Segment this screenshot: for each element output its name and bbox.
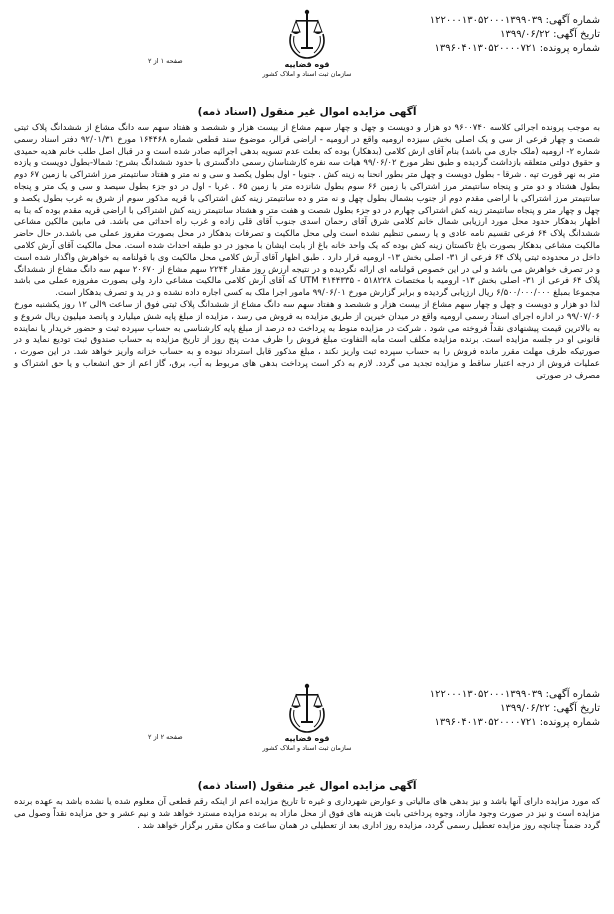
ad-number: شماره آگهی: ۱۲۲۰۰۰۱۳۰۵۲۰۰۰۱۳۹۹۰۳۹ <box>429 15 600 26</box>
notice-body <box>14 797 600 832</box>
case-number: شماره پرونده: ۱۳۹۶۰۴۰۱۳۰۵۲۰۰۰۰۷۲۱ <box>434 717 600 728</box>
case-number: شماره پرونده: ۱۳۹۶۰۴۰۱۳۰۵۲۰۰۰۰۷۲۱ <box>434 43 600 54</box>
page-number: صفحه ۲ از ۲ <box>148 733 183 741</box>
ad-number: شماره آگهی: ۱۲۲۰۰۰۱۳۰۵۲۰۰۰۱۳۹۹۰۳۹ <box>429 689 600 700</box>
judiciary-logo <box>255 8 359 86</box>
ad-date: تاریخ آگهی: ۱۳۹۹/۰۶/۲۲ <box>500 703 600 714</box>
body-paragraph: که مورد مزایده دارای آنها باشد و نیز بدهی های مالیاتی و عوارض شهرداری و غیره تا تاریخ مزایده اعم از اینکه رقم قطعی آن معلوم شده یا نشده باشد به عهده برنده مزایده است و نیز در صورت وجود مازاد، وجوه پرداختی بابت هزینه های فوق از محل مازاد به برنده مزایده مسترد خواهد شد و نیم عشر و حق مزایده نقداً وصول می گردد ضمناً چنانچه روز مزایده تعطیل رسمی گردد، مزایده روز اداری بعد از تعطیلی در همان ساعت و مکان مقرر برگزار خواهد شد . <box>14 797 600 831</box>
judiciary-logo <box>255 682 359 760</box>
notice-meta <box>430 688 600 730</box>
body-paragraph: لذا دو هزار و دویست و چهل و چهار سهم مشاع از بیست هزار و ششصد و هفتاد سهم سه دانگ مشاع از ششدانگ پلاک ثبتی فوق از ساعت ۹الی ۱۲ روز یکشنبه مورخ ۹۹/۰۷/۰۶ در اداره اجرای اسناد رسمی ارومیه واقع در میدان خیرین از طریق مزایده به فروش می رسد ، مزایده از مبلغ پایه شش میلیارد و پانصد میلیون ریال شروع و به بالاترین قیمت پیشنهادی نقداً فروخته می شود . شرکت در مزایده منوط به پرداخت ده درصد از مبلغ پایه کارشناسی به حساب سپرده ثبت و حضور خریدار یا نماینده قانونی او در جلسه مزایده است. برنده مزایده مکلف است مابه التفاوت مبلغ فروش را ظرف مدت پنج روز از تاریخ مزایده به حساب صندوق ثبت تودیع نماید و در صورتیکه ظرف مهلت مقرر مانده فروش را به حساب سپرده ثبت واریز نکند ، مبلغ مذکور قابل استرداد نبوده و به حساب خزانه واریز خواهد شد. در این صورت ، عملیات فروش از درجه اعتبار ساقط و مزایده تجدید می گردد. لازم به ذکر است پرداخت بدهی های مربوط به آب، برق، گاز اعم از حق انشعاب و یا حق اشتراک و مصرف در صورتی <box>14 299 600 381</box>
notice-heading: آگهی مزایده اموال غیر منقول (اسناد ذمه) <box>197 106 417 118</box>
notice-heading: آگهی مزایده اموال غیر منقول (اسناد ذمه) <box>197 780 417 792</box>
page-2 <box>0 688 614 914</box>
scales-emblem-icon <box>285 682 329 734</box>
body-paragraph: به موجب پرونده اجرائی کلاسه ۹۶۰۰۷۴۰ دو هزار و دویست و چهل و چهار سهم مشاع از بیست هزار و ششصد و هفتاد سهم سه دانگ مشاع از ششدانگ پلاک ثبتی شصت و چهار فرعی از سی و یک اصلی بخش سیزده ارومیه واقع در ارومیه - اراضی قرالر، موضوع سند قطعی شماره ۱۶۴۴۶۸ مورخ ۹۲/۰۱/۳۱ دفتر اسناد رسمی شماره ۲- ارومیه (ملک جاری می باشد) بنام آقای ارش کلامی (بدهکار) بوده که بعلت عدم تسویه بدهی اجرائیه صادر شده است و در قبال اصل طلب خانم هدیه حمیدی و حقوق دولتی متعلقه بازداشت گردیده و طبق نظر مورخ ۹۹/۰۶/۰۲ هیات سه نفره کارشناسان رسمی دادگستری با حدود ششدانگ بشرح: شمالا-بطول دویست و یازده متر به نهر قورت تپه . شرقا - بطول دویست و چهل متر بطور انحنا به زینه کش . جنوبا - اول بطول یکصد و سی و نه متر و هفتاد سانتیمتر مرز اشتراکی با زمین ۶۷ دوم بطول هشتاد و دو متر و پنجاه سانتیمتر مرز اشتراکی با زمین ۶۶ سوم بطول شانزده متر با زمین ۶۵ . غربا - اول در دو جزء بطول سیصد و سی و یک متر و پنجاه سانتیمتر مرز اشتراکی با اراضی مقدم دوم از جنوب بشمال بطول چهل و نه متر و ده سانتیمتر زینه کش اشتراکی با قریه مذکور سوم از شرق به غرب بطول یکصد و چهل و چهار متر و پنجاه سانتیمتر زینه کش اشتراکی چهارم در دو جزء بطول شصت و هفت متر و هشتاد سانتیمتر زینه کش اشتراکی با اراضی قریه مقدم بوده که بنا به اظهار بدهکار حدود محل مورد ارزیابی شمال خانم کلامی شرق آقای رحمان اسدی جنوب آقای قلی زاده و غرب راه احداثی می باشد. فی مابین مالکین مشاعی ششدانگ پلاک ۶۴ فرعی تقسیم نامه عادی و یا رسمی تنظیم نشده است ولی محل مالکیت و تصرفات بدهکار در محل بصورت مفروز عملی می باشد.در حال حاضر مالکیت مشاعی بدهکار بصورت باغ تاکستان زینه کش بوده که یک واحد خانه باغ از بابت ایشان با مجوز در دو طبقه احداث شده است. محل مالکیت آقای آرش کلامی داخل در محدوده ثبتی پلاک ۶۴ فرعی از ۳۱- اصلی بخش ۱۳- ارومیه قرار دارد . طبق اظهار آقای آرش کلامی محل مالکیت وی با قولنامه به خواهرش واگذار شده است و در تصرف خواهرش می باشد و لی در این خصوص قولنامه ای ارائه نگردیده و در نتیجه ارزش روز مقدار ۲۲۴۴ سهم مشاع از ۲۰۶۷۰ سهم سه دانگ مشاع از ششدانگ پلاک ۶۴ فرعی از ۳۱- اصلی بخش ۱۳- ارومیه با مختصات ۵۱۸۲۲۸ - ۴۱۴۴۳۳۵ UTM که آقای آرش کلامی مالکیت مشاعی دارد ولی بصورت مفروزه عملی می باشد مجموعا بمبلغ ۶/۵۰۰/۰۰۰/۰۰۰ ریال ارزیابی گردیده و برابر گزارش مورخ ۹۹/۰۶/۰۱ مامور اجرا ملک به کسی اجاره داده نشده و در ید و تصرف بدهکار است. <box>14 123 601 299</box>
logo-subtitle: سازمان ثبت اسناد و املاک کشور <box>262 744 352 752</box>
logo-subtitle: سازمان ثبت اسناد و املاک کشور <box>262 70 352 78</box>
notice-body <box>14 123 600 383</box>
ad-date: تاریخ آگهی: ۱۳۹۹/۰۶/۲۲ <box>500 29 600 40</box>
logo-title: قوه قضاییه <box>284 734 330 743</box>
page-number: صفحه ۱ از ۲ <box>148 57 183 65</box>
scales-emblem-icon <box>285 8 329 60</box>
notice-meta <box>430 14 600 56</box>
logo-title: قوه قضاییه <box>284 60 330 69</box>
